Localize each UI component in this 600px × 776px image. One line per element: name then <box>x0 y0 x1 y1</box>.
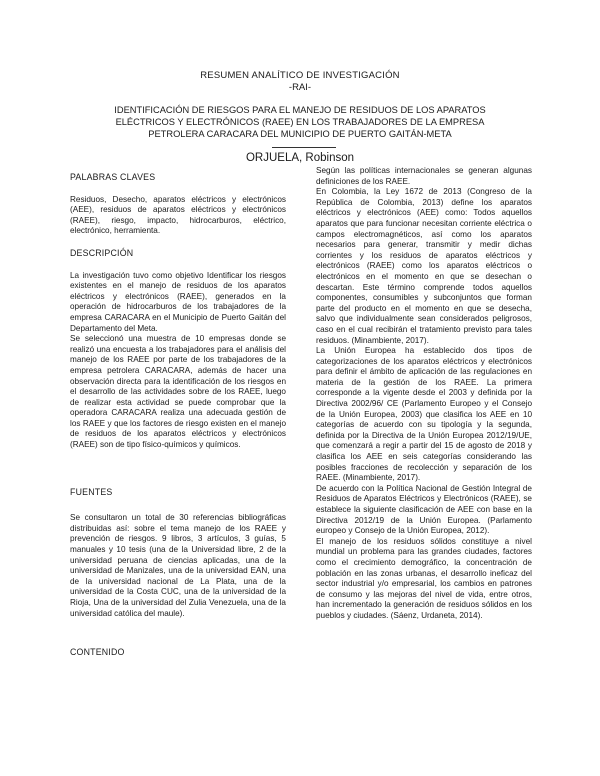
content-heading: CONTENIDO <box>70 647 125 658</box>
author-divider <box>272 147 336 148</box>
sources-text: Se consultaron un total de 30 referencias bibliográficas distribuidas así: sobre el tema manejo de los RAEE y prevención de riesgos. 9 libros, 3 artículos, 3 guías, 5 manuales y 10 tesis (una de la Universidad libre, 2 de la universidad peruana de ciencias aplicadas, una de la universidad de Manizales, una de la universidad EAN, una de la universidad nacional de La Plata, una de la universidad de la Costa CUC, una de la universidad de la Rioja, Una de la universidad del Zulia Venezuela, una de la universidad católica del maule). <box>70 513 286 618</box>
content-paragraph-1: Según las políticas internacionales se generan algunas definiciones de los RAEE. <box>316 166 532 186</box>
document-type-heading: RESUMEN ANALÍTICO DE INVESTIGACIÓN <box>200 70 400 81</box>
content-paragraph-3: La Unión Europea ha establecido dos tipos de categorizaciones de los aparatos eléctricos y electrónicos para definir el ámbito de aplicación de las regulaciones en materia de la gestión de los RAEE. La primera corresponde a la vigente desde el 2003 y definida por la Directiva 2002/96/ CE (Parlamento Europeo y el Consejo de la Unión Europea, 2003) que clasifica los AEE en 10 categorías de acuerdo con su tipología y la segunda, definida por la Directiva de la Unión Europea 2012/19/UE, que comenzará a regir a partir del 15 de agosto de 2018 y clasifica los AEE en seis categorías considerando las posibles fracciones de recolección y separación de los RAEE. (Minambiente, 2017). <box>316 346 532 483</box>
left-column <box>70 172 286 658</box>
keywords-heading: PALABRAS CLAVES <box>70 172 156 182</box>
keywords-text: Residuos, Desecho, aparatos eléctricos y electrónicos (AEE), residuos de aparatos eléctricos y electrónicos (RAEE), riesgo, impacto, hidrocarburos, eléctrico, electrónico, herramienta. <box>70 194 286 236</box>
description-paragraph-1: La investigación tuvo como objetivo Identificar los riesgos existentes en el manejo de residuos de los aparatos eléctricos y electrónicos (RAEE), generados en la operación de hidrocarburos de los trabajadores de la empresa CARACARA en el Municipio de Puerto Gaitán del Departamento del Meta. <box>70 270 286 333</box>
sources-heading: FUENTES <box>70 486 113 497</box>
content-paragraph-2: En Colombia, la Ley 1672 de 2013 (Congreso de la República de Colombia, 2013) define los aparatos eléctricos y electrónicos (AEE) como: Todos aquellos aparatos que para funcionar necesitan corriente eléctrica o campos electromagnéticos, así como los aparatos necesarios para generar, transmitir y medir dichas corrientes y los residuos de aparatos eléctricos y electrónicos (RAEE) como los aparatos eléctricos o electrónicos en el momento en que se desechan o descartan. Este término comprende todos aquellos componentes, consumibles y subconjuntos que forman parte del producto en el momento en que se desecha, salvo que individualmente sean considerados peligrosos, caso en el cual recibirán el tratamiento previsto para tales residuos. (Minambiente, 2017). <box>316 187 532 345</box>
content-paragraph-4: De acuerdo con la Política Nacional de Gestión Integral de Residuos de Aparatos Eléctricos y Electrónicos (RAEE), se establece la siguiente clasificación de AEE con base en la Directiva 2012/19 de la Unión Europea. (Parlamento europeo y Consejo de la Unión Europea, 2012). <box>316 483 532 536</box>
right-column <box>316 166 532 622</box>
research-title: IDENTIFICACIÓN DE RIESGOS PARA EL MANEJO DE RESIDUOS DE LOS APARATOS ELÉCTRICOS Y ELECTRÓNICOS (RAEE) EN LOS TRABAJADORES DE LA EMPRESA PETROLERA CARACARA DEL MUNICIPIO DE PUERTO GAITÁN-META <box>114 105 486 139</box>
author-name: ORJUELA, Robinson <box>245 152 355 164</box>
document-type-acronym: -RAI- <box>288 82 312 93</box>
description-heading: DESCRIPCIÓN <box>70 247 134 258</box>
description-paragraph-2: Se seleccionó una muestra de 10 empresas donde se realizó una encuesta a los trabajadores para el análisis del manejo de los RAEE por parte de los trabajadores de la empresa petrolera CARACARA, además de hacer una observación directa para la identificación de los riesgos en el desarrollo de las actividades sobre de los RAEE, luego de realizar esta actividad se puede comprobar que la operadora CARACARA realiza una adecuada gestión de los RAEE y que los factores de riesgo existen en el manejo de residuos de los aparatos eléctricos y electrónicos (RAEE) son de tipo físico-químicos y químicos. <box>70 334 286 450</box>
content-paragraph-5: El manejo de los residuos sólidos constituye a nivel mundial un problema para las grandes ciudades, factores como el crecimiento demográfico, la concentración de población en las zonas urbanas, el desarrollo ineficaz del sector industrial y/o empresarial, los cambios en patrones de consumo y las mejoras del nivel de vida, entre otros, han incrementado la generación de residuos sólidos en los pueblos y ciudades. (Sáenz, Urdaneta, 2014). <box>316 536 532 620</box>
